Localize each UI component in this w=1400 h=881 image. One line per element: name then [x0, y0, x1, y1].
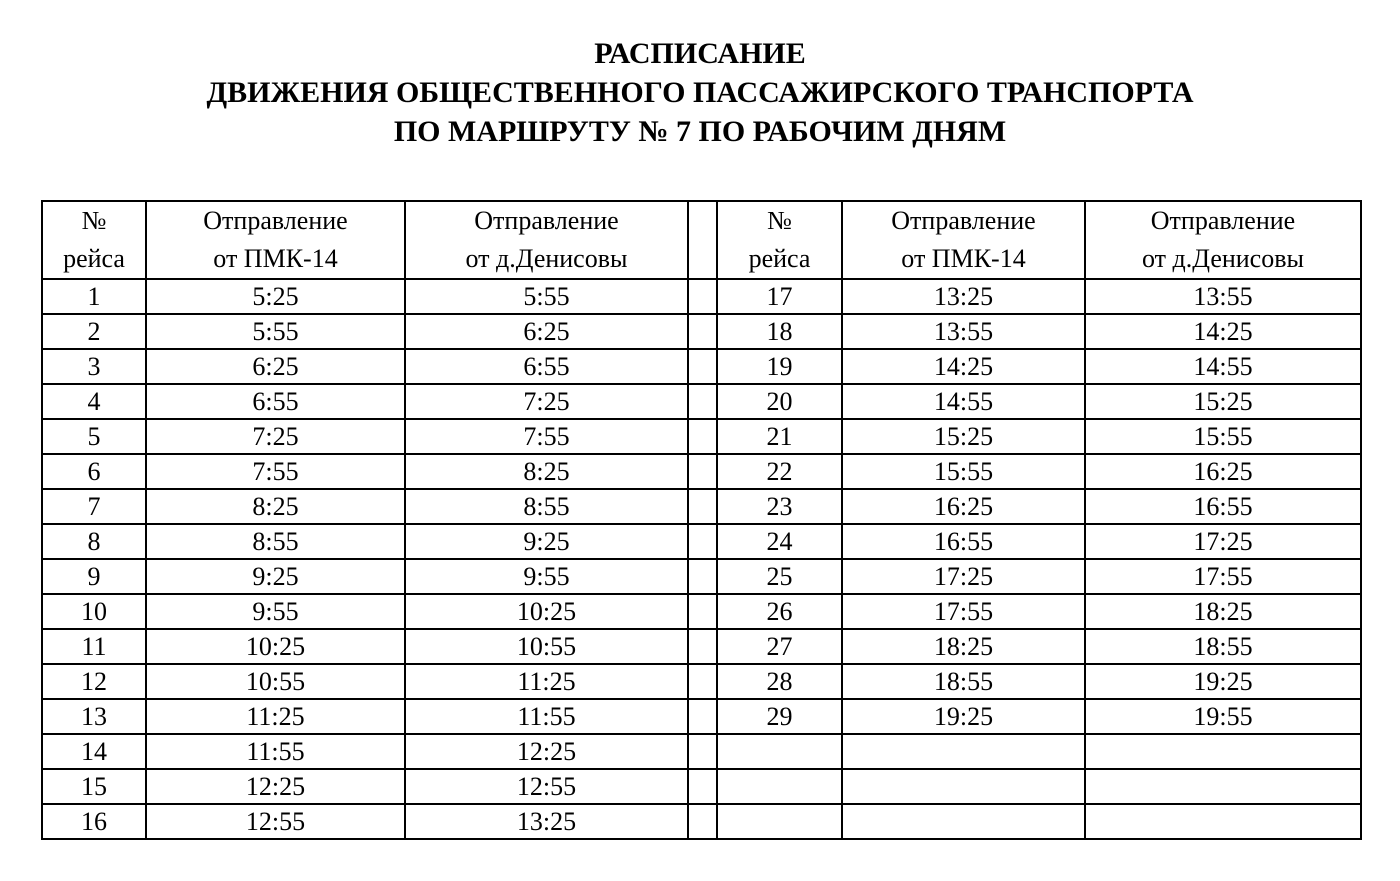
departure-pmk-cell-right: 13:25 — [842, 279, 1085, 314]
departure-denisovy-cell-right: 14:25 — [1085, 314, 1361, 349]
trip-number-cell-right — [717, 804, 842, 839]
table-row — [42, 454, 1361, 489]
departure-denisovy-cell-right: 14:55 — [1085, 349, 1361, 384]
table-row — [42, 279, 1361, 314]
trip-number-cell-right: 23 — [717, 489, 842, 524]
departure-denisovy-cell: 11:25 — [405, 664, 688, 699]
departure-pmk-cell: 6:25 — [146, 349, 405, 384]
trip-number-cell: 13 — [42, 699, 146, 734]
trip-number-cell: 4 — [42, 384, 146, 419]
separator-cell — [688, 524, 717, 559]
departure-denisovy-cell: 12:25 — [405, 734, 688, 769]
separator-cell — [688, 769, 717, 804]
separator-cell — [688, 314, 717, 349]
departure-denisovy-cell: 7:25 — [405, 384, 688, 419]
separator-cell — [688, 664, 717, 699]
departure-denisovy-cell: 9:55 — [405, 559, 688, 594]
trip-number-cell: 11 — [42, 629, 146, 664]
departure-denisovy-cell-right: 18:25 — [1085, 594, 1361, 629]
separator-cell — [688, 454, 717, 489]
trip-number-cell-right: 22 — [717, 454, 842, 489]
trip-number-cell-right: 26 — [717, 594, 842, 629]
departure-pmk-cell: 11:25 — [146, 699, 405, 734]
trip-number-cell-right — [717, 769, 842, 804]
table-row — [42, 384, 1361, 419]
separator-column — [688, 201, 717, 279]
trip-number-cell: 9 — [42, 559, 146, 594]
trip-number-cell-right: 25 — [717, 559, 842, 594]
departure-denisovy-cell-right: 15:55 — [1085, 419, 1361, 454]
departure-pmk-cell: 5:25 — [146, 279, 405, 314]
header-departure-denisovy — [405, 201, 688, 279]
departure-pmk-cell-right: 16:25 — [842, 489, 1085, 524]
separator-cell — [688, 804, 717, 839]
header-trip-number — [42, 201, 146, 279]
trip-number-cell-right: 17 — [717, 279, 842, 314]
trip-number-cell: 2 — [42, 314, 146, 349]
schedule-table — [41, 200, 1362, 840]
separator-cell — [688, 559, 717, 594]
table-row — [42, 629, 1361, 664]
departure-pmk-cell-right: 14:55 — [842, 384, 1085, 419]
trip-number-cell-right: 29 — [717, 699, 842, 734]
trip-number-cell: 7 — [42, 489, 146, 524]
trip-number-cell: 12 — [42, 664, 146, 699]
header-departure-denisovy-right-line-2: от д.Денисовы — [1142, 244, 1304, 273]
separator-cell — [688, 419, 717, 454]
departure-denisovy-cell: 6:55 — [405, 349, 688, 384]
departure-pmk-cell-right — [842, 804, 1085, 839]
departure-pmk-cell: 12:55 — [146, 804, 405, 839]
departure-denisovy-cell: 10:55 — [405, 629, 688, 664]
departure-pmk-cell: 10:55 — [146, 664, 405, 699]
departure-denisovy-cell: 10:25 — [405, 594, 688, 629]
schedule-body — [42, 279, 1361, 839]
departure-pmk-cell: 11:55 — [146, 734, 405, 769]
trip-number-cell: 8 — [42, 524, 146, 559]
header-trip-line-2: рейса — [63, 244, 125, 273]
departure-denisovy-cell-right: 16:25 — [1085, 454, 1361, 489]
title-line-3: ПО МАРШРУТУ № 7 ПО РАБОЧИМ ДНЯМ — [393, 115, 1007, 148]
departure-pmk-cell-right: 17:55 — [842, 594, 1085, 629]
table-row — [42, 314, 1361, 349]
separator-cell — [688, 279, 717, 314]
table-row — [42, 594, 1361, 629]
header-departure-denisovy-line-2: от д.Денисовы — [465, 244, 628, 273]
departure-denisovy-cell: 8:25 — [405, 454, 688, 489]
table-row — [42, 524, 1361, 559]
header-trip-right-line-2: рейса — [748, 244, 811, 273]
trip-number-cell: 3 — [42, 349, 146, 384]
departure-pmk-cell-right — [842, 769, 1085, 804]
schedule-title — [0, 34, 1400, 151]
departure-denisovy-cell-right: 17:25 — [1085, 524, 1361, 559]
header-trip-number-right — [717, 201, 842, 279]
separator-cell — [688, 699, 717, 734]
trip-number-cell: 1 — [42, 279, 146, 314]
departure-denisovy-cell-right: 13:55 — [1085, 279, 1361, 314]
departure-denisovy-cell-right: 19:55 — [1085, 699, 1361, 734]
departure-pmk-cell: 12:25 — [146, 769, 405, 804]
separator-cell — [688, 384, 717, 419]
departure-denisovy-cell: 12:55 — [405, 769, 688, 804]
title-line-1: РАСПИСАНИЕ — [594, 37, 806, 70]
trip-number-cell-right: 19 — [717, 349, 842, 384]
departure-denisovy-cell-right: 15:25 — [1085, 384, 1361, 419]
departure-pmk-cell: 9:55 — [146, 594, 405, 629]
separator-cell — [688, 734, 717, 769]
departure-denisovy-cell-right: 19:25 — [1085, 664, 1361, 699]
departure-pmk-cell: 9:25 — [146, 559, 405, 594]
departure-pmk-cell-right — [842, 734, 1085, 769]
separator-cell — [688, 629, 717, 664]
departure-denisovy-cell-right — [1085, 769, 1361, 804]
departure-pmk-cell-right: 18:55 — [842, 664, 1085, 699]
header-departure-pmk-right — [842, 201, 1085, 279]
trip-number-cell-right: 24 — [717, 524, 842, 559]
trip-number-cell: 5 — [42, 419, 146, 454]
departure-pmk-cell-right: 18:25 — [842, 629, 1085, 664]
separator-cell — [688, 594, 717, 629]
departure-pmk-cell-right: 19:25 — [842, 699, 1085, 734]
departure-denisovy-cell-right: 17:55 — [1085, 559, 1361, 594]
trip-number-cell: 16 — [42, 804, 146, 839]
table-row — [42, 349, 1361, 384]
departure-pmk-cell: 10:25 — [146, 629, 405, 664]
trip-number-cell-right: 27 — [717, 629, 842, 664]
header-departure-denisovy-right — [1085, 201, 1361, 279]
trip-number-cell-right — [717, 734, 842, 769]
departure-denisovy-cell-right — [1085, 804, 1361, 839]
trip-number-cell: 15 — [42, 769, 146, 804]
departure-denisovy-cell: 8:55 — [405, 489, 688, 524]
departure-denisovy-cell-right: 16:55 — [1085, 489, 1361, 524]
table-row — [42, 804, 1361, 839]
departure-pmk-cell-right: 17:25 — [842, 559, 1085, 594]
departure-pmk-cell: 8:55 — [146, 524, 405, 559]
separator-cell — [688, 489, 717, 524]
header-departure-denisovy-line-1: Отправление — [474, 206, 619, 235]
departure-pmk-cell: 6:55 — [146, 384, 405, 419]
departure-pmk-cell: 5:55 — [146, 314, 405, 349]
header-departure-denisovy-right-line-1: Отправление — [1150, 206, 1296, 235]
departure-pmk-cell-right: 15:55 — [842, 454, 1085, 489]
title-line-2: ДВИЖЕНИЯ ОБЩЕСТВЕННОГО ПАССАЖИРСКОГО ТРАНСПОРТА — [206, 76, 1194, 109]
departure-denisovy-cell: 6:25 — [405, 314, 688, 349]
header-departure-pmk-right-line-1: Отправление — [891, 206, 1036, 235]
trip-number-cell: 10 — [42, 594, 146, 629]
header-departure-pmk-line-1: Отправление — [203, 206, 348, 235]
trip-number-cell-right: 20 — [717, 384, 842, 419]
trip-number-cell-right: 18 — [717, 314, 842, 349]
header-trip-line-1: № — [81, 206, 107, 235]
table-row — [42, 769, 1361, 804]
trip-number-cell-right: 21 — [717, 419, 842, 454]
table-row — [42, 664, 1361, 699]
header-row — [42, 201, 1361, 279]
departure-denisovy-cell: 9:25 — [405, 524, 688, 559]
header-departure-pmk-line-2: от ПМК-14 — [213, 244, 338, 273]
table-row — [42, 489, 1361, 524]
departure-denisovy-cell: 13:25 — [405, 804, 688, 839]
departure-denisovy-cell-right — [1085, 734, 1361, 769]
departure-pmk-cell-right: 16:55 — [842, 524, 1085, 559]
table-row — [42, 559, 1361, 594]
departure-denisovy-cell: 11:55 — [405, 699, 688, 734]
departure-pmk-cell-right: 15:25 — [842, 419, 1085, 454]
departure-denisovy-cell-right: 18:55 — [1085, 629, 1361, 664]
departure-pmk-cell-right: 14:25 — [842, 349, 1085, 384]
table-row — [42, 699, 1361, 734]
header-departure-pmk-right-line-2: от ПМК-14 — [901, 244, 1026, 273]
departure-denisovy-cell: 7:55 — [405, 419, 688, 454]
trip-number-cell-right: 28 — [717, 664, 842, 699]
trip-number-cell: 14 — [42, 734, 146, 769]
table-row — [42, 734, 1361, 769]
departure-pmk-cell: 8:25 — [146, 489, 405, 524]
header-trip-right-line-1: № — [767, 206, 792, 235]
departure-denisovy-cell: 5:55 — [405, 279, 688, 314]
header-departure-pmk — [146, 201, 405, 279]
departure-pmk-cell-right: 13:55 — [842, 314, 1085, 349]
departure-pmk-cell: 7:55 — [146, 454, 405, 489]
departure-pmk-cell: 7:25 — [146, 419, 405, 454]
table-row — [42, 419, 1361, 454]
separator-cell — [688, 349, 717, 384]
trip-number-cell: 6 — [42, 454, 146, 489]
